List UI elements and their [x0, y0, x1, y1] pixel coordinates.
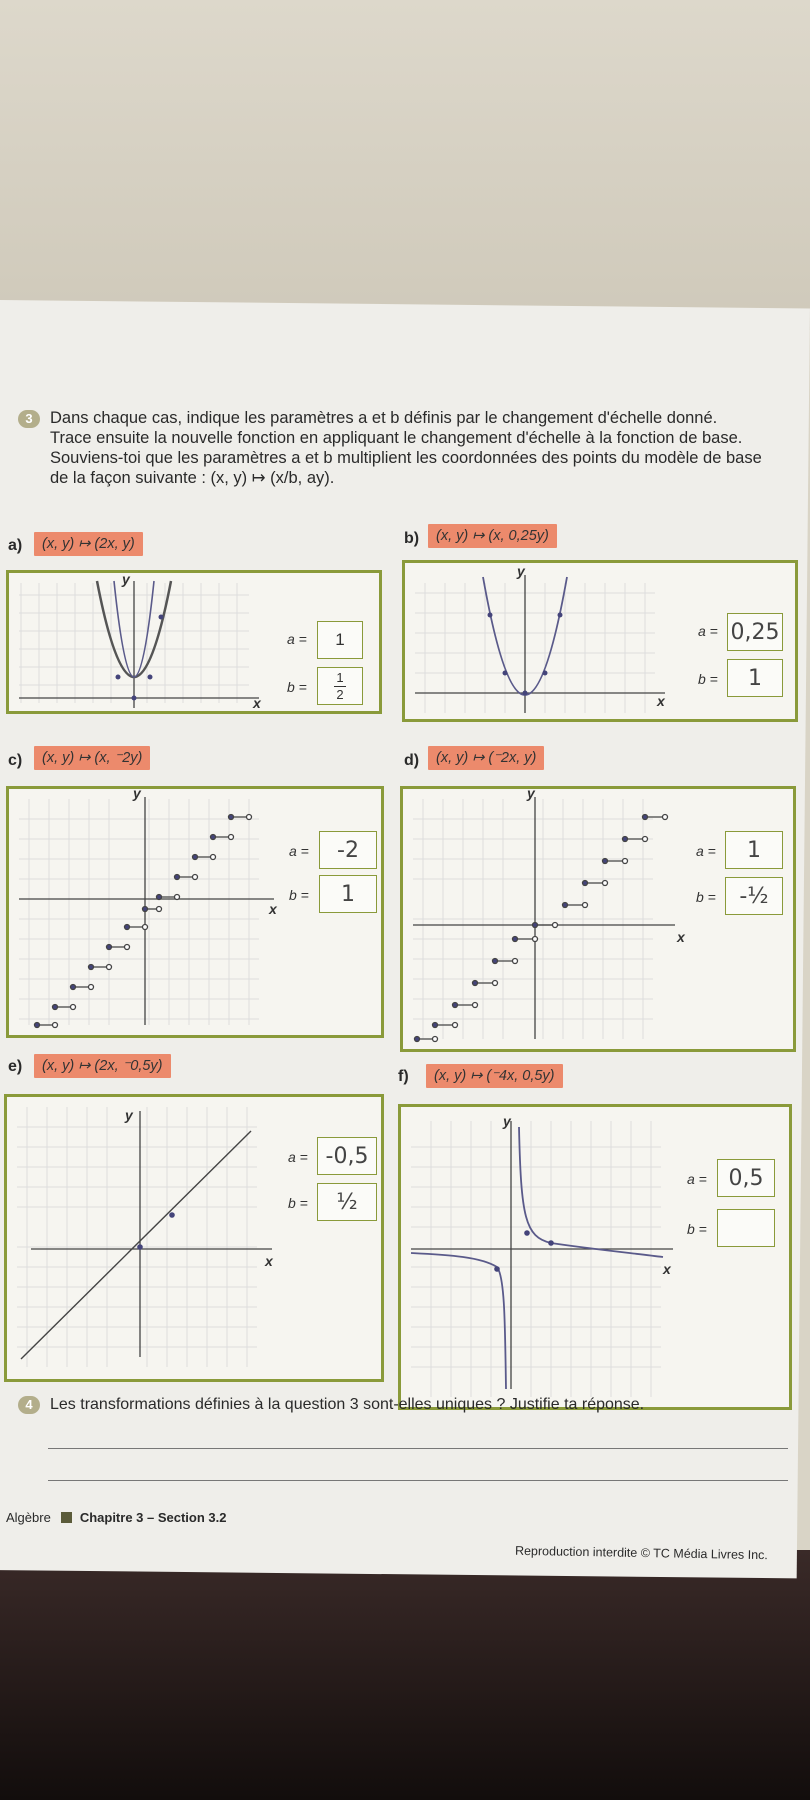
question-4 — [18, 1396, 644, 1414]
graph-e-y-label: y — [125, 1107, 133, 1123]
part-b-label: b) — [404, 530, 420, 547]
part-c-b-answer[interactable] — [319, 875, 377, 913]
part-a-a-label: a = — [287, 631, 307, 647]
part-a-mapping: (x, y) ↦ (2x, y) — [34, 532, 143, 556]
graph-panel-f — [398, 1104, 792, 1410]
part-d-b-value: -½ — [739, 883, 769, 909]
footer-chapter: Chapitre 3 – Section 3.2 — [79, 1510, 227, 1525]
question-3-number: 3 — [18, 410, 40, 428]
fraction-numerator: 1 — [336, 669, 344, 685]
graph-panel-e — [4, 1094, 384, 1382]
part-c-mapping: (x, y) ↦ (x, ⁻2y) — [34, 746, 150, 770]
graph-a-x-label: x — [253, 695, 261, 711]
answer-line-1[interactable] — [48, 1448, 788, 1449]
fraction-denominator: 2 — [336, 686, 344, 702]
part-d-mapping: (x, y) ↦ (⁻2x, y) — [428, 746, 544, 770]
part-a-label: a) — [8, 537, 23, 554]
graph-c-x-label: x — [269, 901, 277, 917]
part-d-a-label: a = — [696, 843, 716, 859]
part-f-label: f) — [398, 1068, 409, 1085]
part-c-a-answer[interactable] — [319, 831, 377, 869]
part-b-a-answer[interactable] — [727, 613, 783, 651]
part-d-b-label: b = — [696, 889, 716, 905]
part-f-mapping: (x, y) ↦ (⁻4x, 0,5y) — [426, 1064, 563, 1088]
graph-e-x-label: x — [265, 1253, 273, 1269]
part-b-b-answer[interactable] — [727, 659, 783, 697]
question-3-line-2: Trace ensuite la nouvelle fonction en appliquant le changement d'échelle à la fonction de base. — [50, 429, 743, 447]
graph-panel-d — [400, 786, 796, 1052]
part-f-b-label: b = — [687, 1221, 707, 1237]
graph-b-x-label: x — [657, 693, 665, 709]
part-c-label: c) — [8, 752, 23, 769]
graph-a-y-label: y — [122, 571, 130, 587]
graph-d-y-label: y — [527, 785, 535, 801]
part-e-label: e) — [8, 1058, 23, 1075]
part-e-a-answer[interactable] — [317, 1137, 377, 1175]
part-c-b-value: 1 — [341, 881, 355, 907]
part-b-b-label: b = — [698, 671, 718, 687]
graph-panel-c — [6, 786, 384, 1038]
part-b-a-label: a = — [698, 623, 718, 639]
question-3 — [18, 408, 788, 488]
part-d-b-answer[interactable] — [725, 877, 783, 915]
footer-subject: Algèbre — [6, 1510, 51, 1525]
graph-f — [401, 1107, 789, 1407]
part-e-mapping: (x, y) ↦ (2x, ⁻0,5y) — [34, 1054, 171, 1078]
part-e-a-label: a = — [288, 1149, 308, 1165]
footer-square-icon — [61, 1512, 72, 1523]
graph-f-y-label: y — [503, 1113, 511, 1129]
part-a-a-answer[interactable] — [317, 621, 363, 659]
graph-c-y-label: y — [133, 785, 141, 801]
part-c-b-label: b = — [289, 887, 309, 903]
graph-f-x-label: x — [663, 1261, 671, 1277]
answer-line-2[interactable] — [48, 1480, 788, 1481]
part-e-a-value: -0,5 — [325, 1143, 369, 1169]
part-c-a-label: a = — [289, 843, 309, 859]
footer-section-info — [6, 1510, 226, 1525]
part-b-mapping: (x, y) ↦ (x, 0,25y) — [428, 524, 557, 548]
question-3-line-4: de la façon suivante : (x, y) ↦ (x/b, ay). — [50, 469, 335, 487]
graph-d — [403, 789, 793, 1049]
part-b-a-value: 0,25 — [730, 619, 780, 645]
part-a-b-answer[interactable] — [317, 667, 363, 705]
part-d-a-answer[interactable] — [725, 831, 783, 869]
graph-panel-a — [6, 570, 382, 714]
part-d-label: d) — [404, 752, 420, 769]
footer-copyright: Reproduction interdite © TC Média Livres Inc. — [514, 1543, 768, 1563]
graph-panel-b — [402, 560, 798, 722]
part-d-a-value: 1 — [747, 837, 761, 863]
part-e-b-label: b = — [288, 1195, 308, 1211]
part-a-a-value: 1 — [335, 630, 345, 649]
part-a-b-fraction — [334, 671, 346, 702]
part-b-b-value: 1 — [748, 665, 762, 691]
question-3-text — [50, 408, 788, 488]
question-4-text: Les transformations définies à la question 3 sont-elles uniques ? Justifie ta réponse. — [50, 1396, 645, 1413]
background-top — [0, 0, 810, 330]
part-e-b-value: ½ — [336, 1189, 358, 1215]
part-f-b-answer[interactable] — [717, 1209, 775, 1247]
part-f-a-label: a = — [687, 1171, 707, 1187]
part-a-b-label: b = — [287, 679, 307, 695]
graph-d-x-label: x — [677, 929, 685, 945]
question-3-line-1: Dans chaque cas, indique les paramètres a et b définis par le changement d'échelle donné. — [50, 409, 718, 427]
background-bottom — [0, 1550, 810, 1800]
question-4-number: 4 — [18, 1396, 40, 1414]
part-e-b-answer[interactable] — [317, 1183, 377, 1221]
part-c-a-value: -2 — [337, 837, 359, 863]
part-f-a-value: 0,5 — [728, 1165, 764, 1191]
question-3-line-3: Souviens-toi que les paramètres a et b multiplient les coordonnées des points du modèle de base — [50, 449, 762, 467]
graph-b-y-label: y — [517, 563, 525, 579]
part-f-a-answer[interactable] — [717, 1159, 775, 1197]
